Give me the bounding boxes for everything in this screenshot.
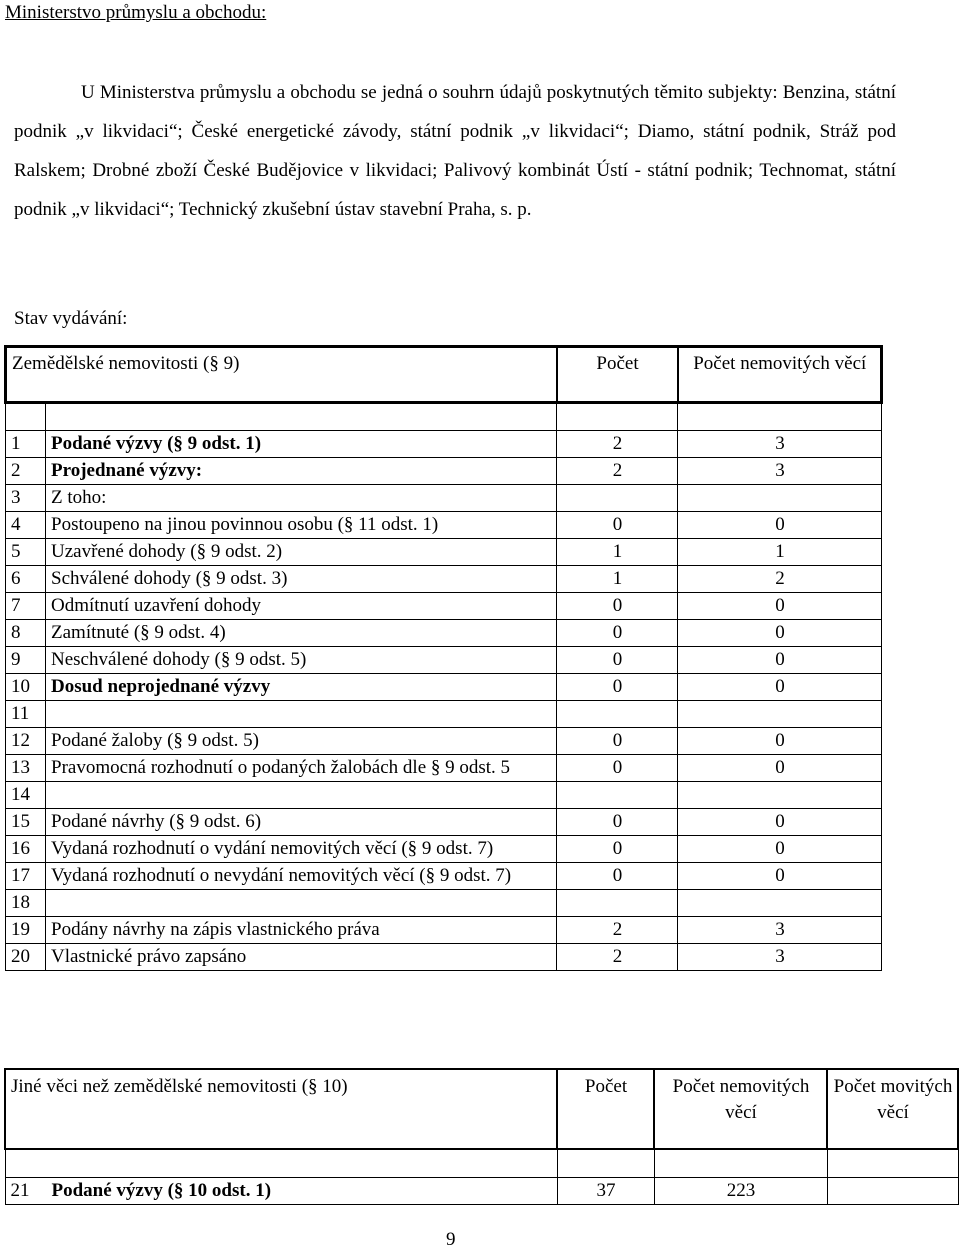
row-label: Vydaná rozhodnutí o vydání nemovitých věcí (§ 9 odst. 7) bbox=[46, 836, 557, 863]
row-label: Podány návrhy na zápis vlastnického práva bbox=[46, 917, 557, 944]
row-number: 2 bbox=[6, 458, 46, 485]
row-number: 3 bbox=[6, 485, 46, 512]
row-number: 10 bbox=[6, 674, 46, 701]
row-property-count: 0 bbox=[678, 863, 882, 890]
row-property-count bbox=[678, 701, 882, 728]
blank-row bbox=[6, 403, 882, 431]
row-label bbox=[46, 890, 557, 917]
header-label: Jiné věci než zemědělské nemovitosti (§ 10) bbox=[5, 1069, 557, 1149]
row-label: Podané návrhy (§ 9 odst. 6) bbox=[46, 809, 557, 836]
header-col-property-count: Počet nemovitých věcí bbox=[678, 347, 882, 403]
table-header-row bbox=[5, 1069, 958, 1149]
row-number: 4 bbox=[6, 512, 46, 539]
table-agricultural-properties bbox=[4, 345, 883, 971]
page-number: 9 bbox=[446, 1229, 456, 1250]
row-property-count: 0 bbox=[678, 593, 882, 620]
row-count: 0 bbox=[557, 728, 678, 755]
row-property-count: 0 bbox=[678, 620, 882, 647]
row-label bbox=[46, 701, 557, 728]
row-count bbox=[557, 782, 678, 809]
table-row bbox=[6, 593, 882, 620]
row-property-count: 3 bbox=[678, 431, 882, 458]
row-label: Neschválené dohody (§ 9 odst. 5) bbox=[46, 647, 557, 674]
stav-label: Stav vydávání: bbox=[14, 308, 128, 329]
table-row bbox=[6, 539, 882, 566]
table-row bbox=[6, 485, 882, 512]
table-row bbox=[6, 431, 882, 458]
row-number: 6 bbox=[6, 566, 46, 593]
row-label: Odmítnutí uzavření dohody bbox=[46, 593, 557, 620]
table-row bbox=[6, 620, 882, 647]
table-row bbox=[6, 755, 882, 782]
header-col-property-count: Počet nemovitých věcí bbox=[654, 1069, 827, 1149]
row-count: 0 bbox=[557, 512, 678, 539]
section-heading: Ministerstvo průmyslu a obchodu: bbox=[5, 2, 267, 23]
row-number: 9 bbox=[6, 647, 46, 674]
row-count: 2 bbox=[557, 944, 678, 971]
table-row bbox=[6, 566, 882, 593]
table-row bbox=[6, 674, 882, 701]
row-property-count bbox=[678, 485, 882, 512]
table-row bbox=[6, 782, 882, 809]
row-count: 37 bbox=[557, 1178, 654, 1205]
table-other-things bbox=[4, 1068, 959, 1205]
row-property-count: 0 bbox=[678, 836, 882, 863]
row-property-count: 223 bbox=[654, 1178, 827, 1205]
row-count: 0 bbox=[557, 863, 678, 890]
row-label: Dosud neprojednané výzvy bbox=[46, 674, 557, 701]
row-number: 19 bbox=[6, 917, 46, 944]
row-number: 18 bbox=[6, 890, 46, 917]
header-col-count: Počet bbox=[557, 347, 678, 403]
row-label: Pravomocná rozhodnutí o podaných žalobách dle § 9 odst. 5 bbox=[46, 755, 557, 782]
row-property-count: 0 bbox=[678, 809, 882, 836]
row-property-count bbox=[678, 890, 882, 917]
table-row bbox=[6, 836, 882, 863]
row-label: Vlastnické právo zapsáno bbox=[46, 944, 557, 971]
row-label: Postoupeno na jinou povinnou osobu (§ 11 odst. 1) bbox=[46, 512, 557, 539]
row-number: 20 bbox=[6, 944, 46, 971]
header-col-count: Počet bbox=[557, 1069, 654, 1149]
row-label bbox=[5, 1178, 557, 1205]
row-count: 0 bbox=[557, 647, 678, 674]
row-count: 0 bbox=[557, 620, 678, 647]
table-row bbox=[6, 863, 882, 890]
row-property-count: 3 bbox=[678, 917, 882, 944]
row-label: Podané výzvy (§ 9 odst. 1) bbox=[46, 431, 557, 458]
row-count bbox=[557, 890, 678, 917]
table-row bbox=[6, 944, 882, 971]
row-property-count: 0 bbox=[678, 674, 882, 701]
row-label bbox=[46, 782, 557, 809]
row-property-count: 0 bbox=[678, 728, 882, 755]
row-property-count: 0 bbox=[678, 512, 882, 539]
row-count bbox=[557, 701, 678, 728]
row-count: 1 bbox=[557, 566, 678, 593]
header-label: Zemědělské nemovitosti (§ 9) bbox=[6, 347, 557, 403]
row-number: 8 bbox=[6, 620, 46, 647]
table-row bbox=[6, 458, 882, 485]
table-row bbox=[6, 809, 882, 836]
row-count: 2 bbox=[557, 431, 678, 458]
row-label: Uzavřené dohody (§ 9 odst. 2) bbox=[46, 539, 557, 566]
row-number: 21 bbox=[10, 1180, 30, 1201]
row-number: 11 bbox=[6, 701, 46, 728]
table-row bbox=[6, 890, 882, 917]
row-label: Z toho: bbox=[46, 485, 557, 512]
row-property-count: 0 bbox=[678, 647, 882, 674]
row-number: 17 bbox=[6, 863, 46, 890]
row-number: 12 bbox=[6, 728, 46, 755]
row-label: Schválené dohody (§ 9 odst. 3) bbox=[46, 566, 557, 593]
table-row bbox=[6, 701, 882, 728]
table-row bbox=[6, 728, 882, 755]
row-movable-count bbox=[827, 1178, 958, 1205]
table-row bbox=[6, 512, 882, 539]
row-property-count: 3 bbox=[678, 458, 882, 485]
row-count: 0 bbox=[557, 674, 678, 701]
row-count: 0 bbox=[557, 836, 678, 863]
row-count: 0 bbox=[557, 593, 678, 620]
row-number: 5 bbox=[6, 539, 46, 566]
table-header-row bbox=[6, 347, 882, 403]
row-property-count bbox=[678, 782, 882, 809]
row-property-count: 2 bbox=[678, 566, 882, 593]
row-count: 2 bbox=[557, 917, 678, 944]
row-count: 0 bbox=[557, 755, 678, 782]
intro-paragraph: U Ministerstva průmyslu a obchodu se jedná o souhrn údajů poskytnutých těmito subjekty: Benzina, státní podnik „v likvidaci“; České energetické závody, státní podnik „v likvidaci“; Diamo, státní podnik, Stráž pod Ralskem; Drobné zboží České Budějovice v likvidaci; Palivový kombinát Ústí - státní podnik; Technomat, státní podnik „v likvidaci“; Technický zkušební ústav stavební Praha, s. p. bbox=[14, 82, 896, 220]
row-count: 2 bbox=[557, 458, 678, 485]
row-property-count: 1 bbox=[678, 539, 882, 566]
row-count: 1 bbox=[557, 539, 678, 566]
row-number: 1 bbox=[6, 431, 46, 458]
row-label: Zamítnuté (§ 9 odst. 4) bbox=[46, 620, 557, 647]
row-count bbox=[557, 485, 678, 512]
table-row bbox=[6, 917, 882, 944]
blank-row bbox=[5, 1149, 958, 1178]
row-label: Projednané výzvy: bbox=[46, 458, 557, 485]
table-row bbox=[5, 1178, 958, 1205]
row-property-count: 0 bbox=[678, 755, 882, 782]
table-row bbox=[6, 647, 882, 674]
row-number: 15 bbox=[6, 809, 46, 836]
header-col-movable-count: Počet movitých věcí bbox=[827, 1069, 958, 1149]
row-label: Vydaná rozhodnutí o nevydání nemovitých věcí (§ 9 odst. 7) bbox=[46, 863, 557, 890]
row-number: 7 bbox=[6, 593, 46, 620]
row-label-text: Podané výzvy (§ 10 odst. 1) bbox=[51, 1180, 272, 1201]
row-number: 14 bbox=[6, 782, 46, 809]
row-number: 16 bbox=[6, 836, 46, 863]
row-number: 13 bbox=[6, 755, 46, 782]
row-property-count: 3 bbox=[678, 944, 882, 971]
row-count: 0 bbox=[557, 809, 678, 836]
row-label: Podané žaloby (§ 9 odst. 5) bbox=[46, 728, 557, 755]
